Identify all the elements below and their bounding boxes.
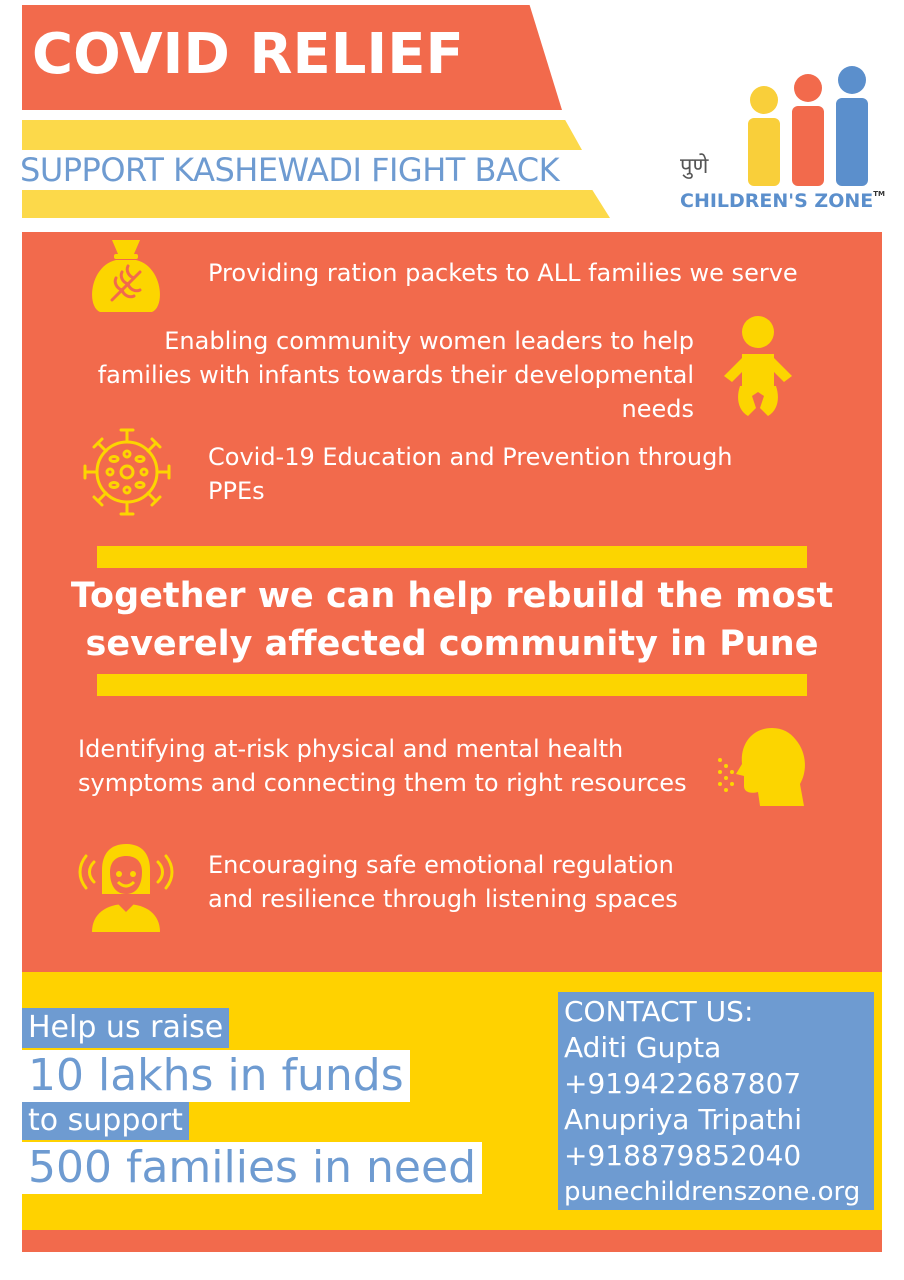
contact-phone-2: +918879852040: [564, 1139, 802, 1172]
covid-line-2: PPEs: [208, 477, 265, 505]
virus-icon: [78, 424, 176, 520]
subtitle-stripe-top: [22, 120, 582, 150]
logo-trademark: TM: [873, 190, 885, 198]
infants-line-2: families with infants towards their developmental: [97, 361, 694, 389]
bottom-strip: [22, 1230, 882, 1252]
emotional-line-2: and resilience through listening spaces: [208, 885, 678, 913]
listening-person-icon: [74, 836, 178, 936]
contact-heading: CONTACT US:: [564, 995, 754, 1028]
health-line-2: symptoms and connecting them to right resources: [78, 769, 687, 797]
covid-line-1: Covid-19 Education and Prevention through: [208, 443, 733, 471]
health-line-1: Identifying at-risk physical and mental health: [78, 735, 624, 763]
tagline-band-top: [97, 546, 807, 568]
contact-person-2: Anupriya Tripathi: [564, 1103, 803, 1136]
infants-text: [60, 324, 694, 426]
fund-line-2: 10 lakhs in funds: [22, 1050, 410, 1102]
logo-name: [680, 190, 885, 212]
emotional-text: [208, 848, 678, 916]
covid-text: [208, 440, 733, 508]
subtitle: SUPPORT KASHEWADI FIGHT BACK: [20, 151, 560, 189]
head-health-icon: [712, 724, 808, 810]
baby-icon: [718, 312, 798, 420]
infants-line-3: needs: [621, 395, 694, 423]
logo-script-text: पुणे: [680, 154, 709, 179]
subtitle-stripe-bottom: [22, 190, 610, 218]
infants-line-1: Enabling community women leaders to help: [164, 327, 694, 355]
health-text: [78, 732, 687, 800]
contact-person-1: Aditi Gupta: [564, 1031, 722, 1064]
contact-phone-1: +919422687807: [564, 1067, 802, 1100]
ration-bag-icon: [82, 236, 170, 316]
page-title: COVID RELIEF: [32, 22, 464, 87]
tagline: [70, 572, 834, 668]
emotional-line-1: Encouraging safe emotional regulation: [208, 851, 674, 879]
tagline-line-1: Together we can help rebuild the most: [70, 576, 834, 616]
logo-name-text: CHILDREN'S ZONE: [680, 190, 874, 212]
contact-details: [564, 994, 860, 1210]
contact-website: punechildrenszone.org: [564, 1177, 861, 1207]
fund-line-4: 500 families in need: [22, 1142, 482, 1194]
ration-text: Providing ration packets to ALL families we serve: [208, 259, 798, 287]
fund-line-1: Help us raise: [22, 1008, 229, 1048]
tagline-band-bottom: [97, 674, 807, 696]
tagline-line-2: severely affected community in Pune: [85, 624, 819, 664]
fund-line-3: to support: [22, 1102, 189, 1140]
